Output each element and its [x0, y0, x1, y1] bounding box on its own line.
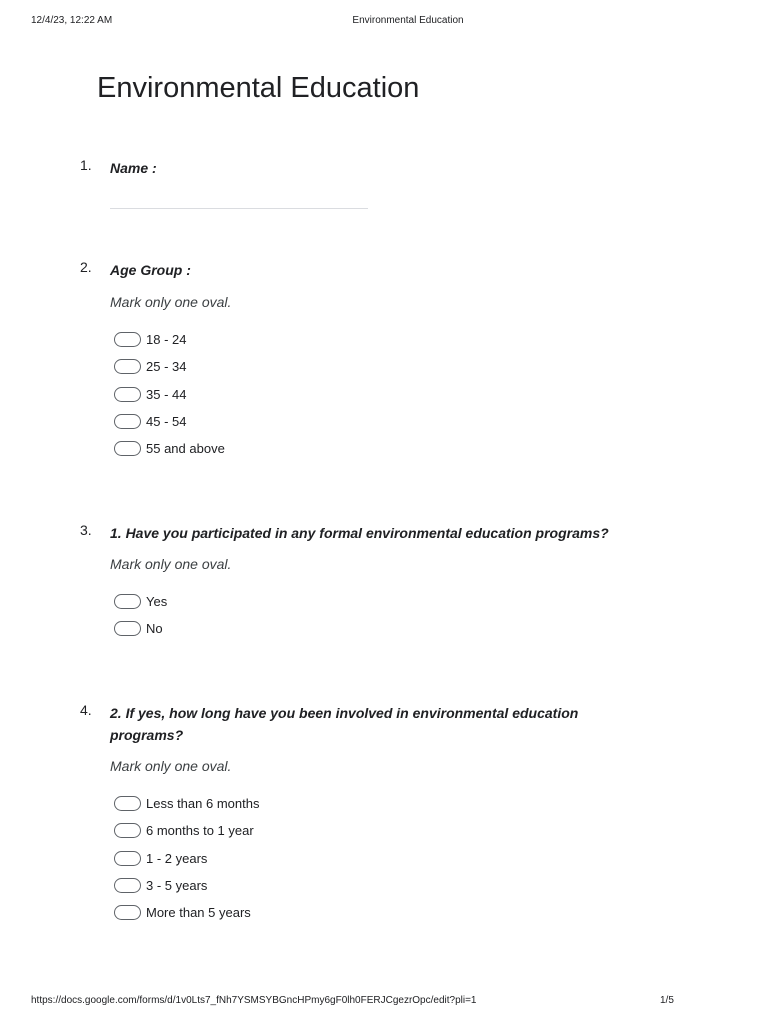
options-list	[114, 326, 225, 462]
radio-option[interactable]	[114, 381, 225, 408]
option-label: 18 - 24	[146, 332, 187, 348]
option-label: More than 5 years	[146, 905, 251, 921]
question-number: 4.	[80, 702, 92, 718]
radio-option[interactable]	[114, 353, 225, 380]
radio-option[interactable]	[114, 845, 259, 872]
question-text: 2. If yes, how long have you been involved in environmental education programs?	[110, 705, 579, 743]
option-label: Less than 6 months	[146, 796, 260, 812]
name-answer-field[interactable]	[110, 208, 368, 209]
question-hint: Mark only one oval.	[110, 294, 232, 310]
question-hint: Mark only one oval.	[110, 556, 232, 572]
question-text: Age Group :	[110, 262, 191, 278]
oval-radio-icon[interactable]	[114, 414, 141, 429]
radio-option[interactable]	[114, 326, 225, 353]
option-label: 55 and above	[146, 441, 225, 457]
option-label: 25 - 34	[146, 359, 187, 375]
oval-radio-icon[interactable]	[114, 594, 141, 609]
question-number: 3.	[80, 522, 92, 538]
radio-option[interactable]	[114, 817, 259, 844]
question-text: Name :	[110, 160, 157, 176]
oval-radio-icon[interactable]	[114, 905, 141, 920]
oval-radio-icon[interactable]	[114, 441, 141, 456]
print-url: https://docs.google.com/forms/d/1v0Lts7_fNh7YSMSYBGncHPmy6gF0lh0FERJCgezrOpc/edit?pli=1	[31, 995, 477, 1006]
radio-option[interactable]	[114, 899, 259, 926]
oval-radio-icon[interactable]	[114, 387, 141, 402]
print-header	[0, 15, 768, 29]
oval-radio-icon[interactable]	[114, 796, 141, 811]
options-list	[114, 790, 259, 926]
radio-option[interactable]	[114, 790, 259, 817]
oval-radio-icon[interactable]	[114, 621, 141, 636]
radio-option[interactable]	[114, 435, 225, 462]
option-label: 35 - 44	[146, 386, 187, 402]
oval-radio-icon[interactable]	[114, 332, 141, 347]
radio-option[interactable]	[114, 872, 259, 899]
question-hint: Mark only one oval.	[110, 758, 232, 774]
option-label: 1 - 2 years	[146, 850, 208, 866]
option-label: Yes	[146, 594, 168, 610]
question-number: 1.	[80, 157, 92, 173]
option-label: No	[146, 621, 163, 637]
option-label: 6 months to 1 year	[146, 823, 254, 839]
option-label: 3 - 5 years	[146, 878, 208, 894]
options-list	[114, 588, 167, 643]
question-text: 1. Have you participated in any formal environmental education programs?	[110, 525, 609, 541]
oval-radio-icon[interactable]	[114, 823, 141, 838]
oval-radio-icon[interactable]	[114, 878, 141, 893]
print-datetime: 12/4/23, 12:22 AM	[31, 15, 113, 26]
option-label: 45 - 54	[146, 414, 187, 430]
oval-radio-icon[interactable]	[114, 851, 141, 866]
print-doc-title: Environmental Education	[352, 15, 464, 26]
page-number: 1/5	[660, 995, 674, 1006]
question-number: 2.	[80, 259, 92, 275]
oval-radio-icon[interactable]	[114, 359, 141, 374]
radio-option[interactable]	[114, 615, 167, 642]
radio-option[interactable]	[114, 588, 167, 615]
radio-option[interactable]	[114, 408, 225, 435]
form-title: Environmental Education	[97, 72, 420, 104]
